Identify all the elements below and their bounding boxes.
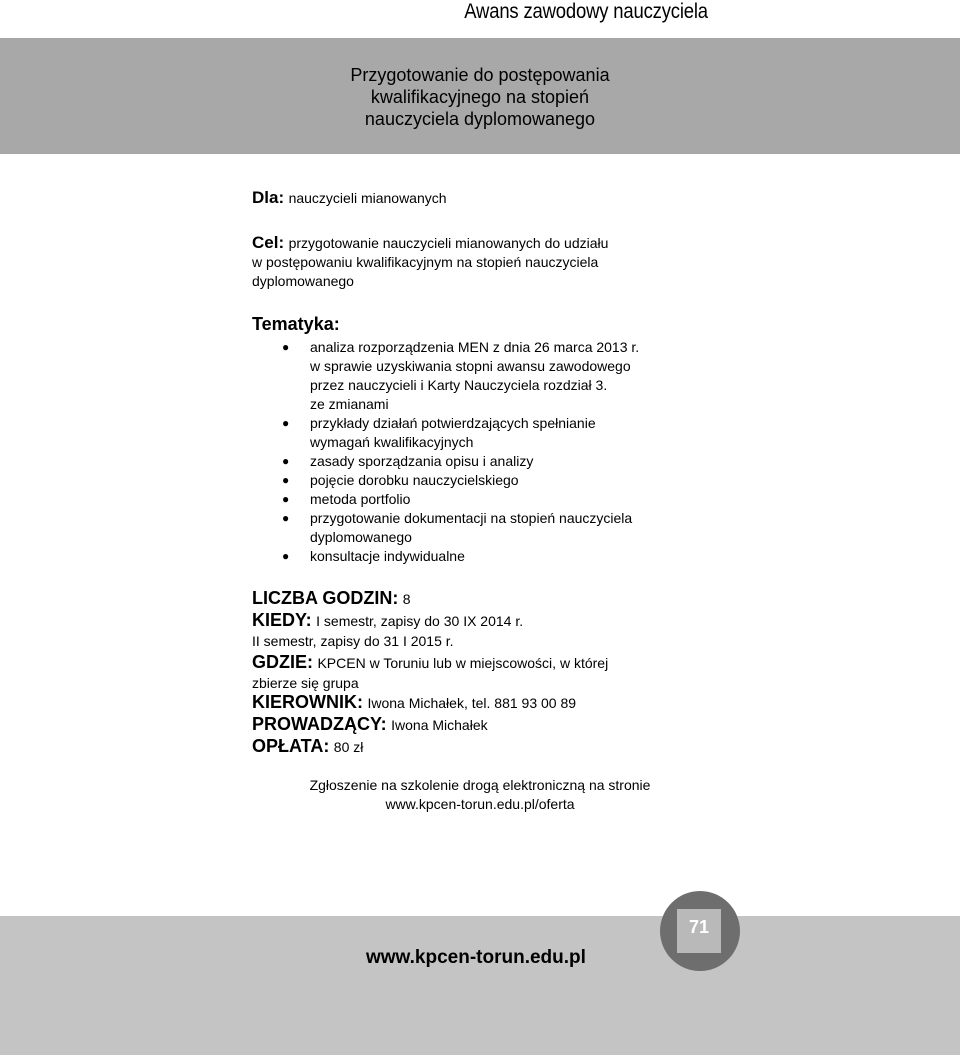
bullet-icon: ● bbox=[282, 492, 290, 506]
signup-info bbox=[0, 776, 960, 814]
dla-label: Dla: bbox=[252, 188, 285, 207]
liczba-godzin-label: LICZBA GODZIN: bbox=[252, 588, 399, 608]
page-number: 71 bbox=[688, 917, 710, 937]
list-item-line: zasady sporządzania opisu i analizy bbox=[310, 453, 534, 469]
kiedy-value-2: II semestr, zapisy do 31 I 2015 r. bbox=[252, 633, 454, 649]
tematyka-label bbox=[252, 314, 340, 335]
bullet-icon: ● bbox=[282, 511, 290, 525]
list-item-line: metoda portfolio bbox=[310, 491, 411, 507]
bullet-icon: ● bbox=[282, 549, 290, 563]
oplata-value: 80 zł bbox=[333, 739, 364, 755]
cel-line: przygotowanie nauczycieli mianowanych do udziału bbox=[288, 235, 609, 251]
course-title-line: kwalifikacyjnego na stopień bbox=[370, 87, 590, 107]
list-item-line: dyplomowanego bbox=[310, 529, 412, 545]
list-item bbox=[252, 509, 732, 547]
list-item-line: analiza rozporządzenia MEN z dnia 26 marca 2013 r. bbox=[310, 339, 640, 355]
list-item-line: ze zmianami bbox=[310, 396, 389, 412]
list-item-line: przygotowanie dokumentacji na stopień nauczyciela bbox=[310, 510, 633, 526]
tematyka-heading: Tematyka: bbox=[252, 314, 340, 334]
gdzie-value: KPCEN w Toruniu lub w miejscowości, w której bbox=[317, 655, 609, 671]
kierownik-row bbox=[252, 692, 576, 713]
gdzie-value-2: zbierze się grupa bbox=[252, 675, 359, 691]
gdzie-label: GDZIE: bbox=[252, 652, 313, 672]
kiedy-label: KIEDY: bbox=[252, 610, 312, 630]
bullet-icon: ● bbox=[282, 416, 290, 430]
signup-text: Zgłoszenie na szkolenie drogą elektroniczną na stronie bbox=[309, 777, 651, 793]
kiedy-value: I semestr, zapisy do 30 IX 2014 r. bbox=[316, 613, 524, 629]
cel-section bbox=[252, 233, 608, 291]
oplata-label: OPŁATA: bbox=[252, 736, 330, 756]
gdzie-row bbox=[252, 652, 608, 673]
prowadzacy-row bbox=[252, 714, 488, 735]
kiedy-row bbox=[252, 610, 523, 631]
list-item bbox=[252, 547, 732, 566]
list-item-line: wymagań kwalifikacyjnych bbox=[310, 434, 474, 450]
list-item-line: w sprawie uzyskiwania stopni awansu zawodowego bbox=[310, 358, 631, 374]
prowadzacy-label: PROWADZĄCY: bbox=[252, 714, 387, 734]
signup-link[interactable]: www.kpcen-torun.edu.pl/oferta bbox=[385, 796, 575, 812]
list-item bbox=[252, 338, 732, 414]
tematyka-list bbox=[252, 338, 732, 566]
course-title bbox=[0, 64, 960, 130]
kierownik-label: KIEROWNIK: bbox=[252, 692, 363, 712]
list-item bbox=[252, 452, 732, 471]
course-title-line: Przygotowanie do postępowania bbox=[350, 65, 610, 85]
list-item-line: konsultacje indywidualne bbox=[310, 548, 465, 564]
cel-line: dyplomowanego bbox=[252, 273, 354, 289]
list-item-line: pojęcie dorobku nauczycielskiego bbox=[310, 472, 519, 488]
cel-line: w postępowaniu kwalifikacyjnym na stopień nauczyciela bbox=[252, 254, 599, 270]
list-item bbox=[252, 471, 732, 490]
list-item bbox=[252, 414, 732, 452]
bullet-icon: ● bbox=[282, 473, 290, 487]
bullet-icon: ● bbox=[282, 340, 290, 354]
cel-label: Cel: bbox=[252, 233, 285, 252]
list-item bbox=[252, 490, 732, 509]
oplata-row bbox=[252, 736, 363, 757]
liczba-godzin-row bbox=[252, 588, 411, 609]
prowadzacy-value: Iwona Michałek bbox=[391, 717, 488, 733]
footer-band bbox=[0, 916, 960, 1055]
course-title-line: nauczyciela dyplomowanego bbox=[364, 109, 596, 129]
document-header-title: Awans zawodowy nauczyciela bbox=[464, 0, 708, 23]
dla-row bbox=[252, 188, 447, 208]
bullet-icon: ● bbox=[282, 454, 290, 468]
kierownik-value: Iwona Michałek, tel. 881 93 00 89 bbox=[367, 695, 577, 711]
list-item-line: przykłady działań potwierdzających spełnianie bbox=[310, 415, 596, 431]
dla-value: nauczycieli mianowanych bbox=[288, 190, 447, 206]
course-title-band bbox=[0, 38, 960, 154]
list-item-line: przez nauczycieli i Karty Nauczyciela rozdział 3. bbox=[310, 377, 608, 393]
liczba-godzin-value: 8 bbox=[402, 591, 411, 607]
footer-url[interactable]: www.kpcen-torun.edu.pl bbox=[366, 947, 586, 968]
